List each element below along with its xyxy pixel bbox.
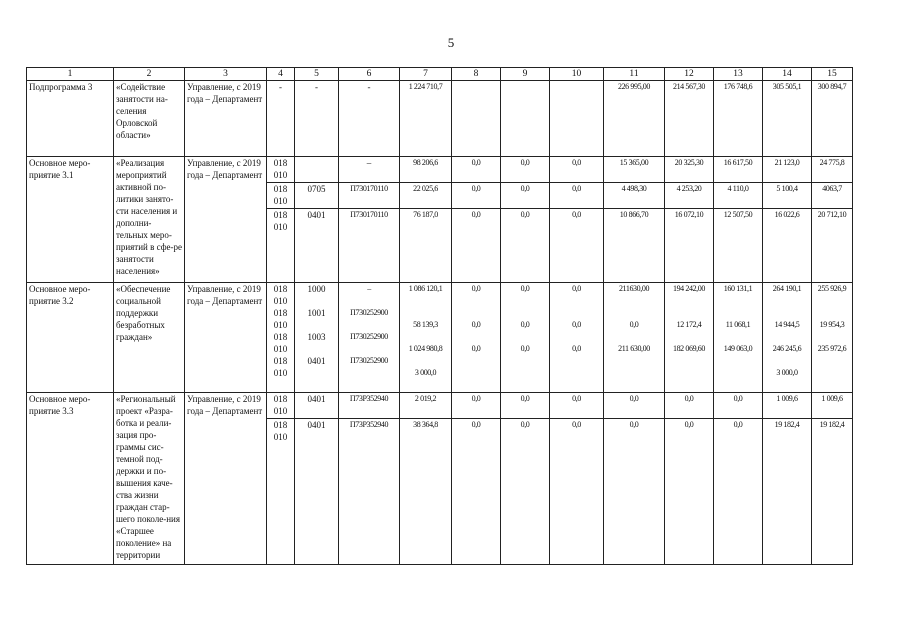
header-cell: 5 [295, 68, 339, 81]
table-cell: 0401 [295, 393, 339, 419]
cell-line: 0,0 [471, 320, 481, 329]
table-cell: 226 995,00 [604, 81, 665, 157]
table-cell: 1 009,6 [763, 393, 812, 419]
table-cell: 0,0 [550, 183, 604, 209]
row-description: «Содействие занятости на-селения Орловской области» [114, 81, 185, 157]
table-row-measure-3-2 [27, 283, 853, 393]
row-description: «Обеспечение социальной поддержки безработных граждан» [114, 283, 185, 393]
table-cell: 176 748,6 [714, 81, 763, 157]
table-cell: 38 364,8 [400, 419, 452, 565]
cell-line: П730252900 [350, 356, 388, 365]
table-cell: П730170110 [339, 209, 400, 283]
table-cell: П73Р352940 [339, 393, 400, 419]
table-cell: 0,0 [604, 419, 665, 565]
table-row-measure-3-1 [27, 157, 853, 183]
table-cell [550, 81, 604, 157]
table-cell: 0401 [295, 209, 339, 283]
table-cell [763, 283, 812, 393]
table-cell [665, 283, 714, 393]
cell-line: 1 024 980,8 [408, 344, 443, 353]
table-cell: - [295, 81, 339, 157]
table-cell [339, 283, 400, 393]
table-cell: 0,0 [665, 393, 714, 419]
cell-line: 3 000,0 [414, 368, 437, 377]
cell-line: 160 131,1 [723, 284, 753, 293]
table-cell [604, 283, 665, 393]
table-cell: 018 010 [267, 419, 295, 565]
cell-line: 12 172,4 [676, 320, 702, 329]
cell-line: 246 245,6 [772, 344, 802, 353]
table-cell: 300 894,7 [812, 81, 853, 157]
cell-line: 018 010 [273, 284, 288, 306]
header-cell: 7 [400, 68, 452, 81]
cell-line: П730252900 [350, 332, 388, 341]
cell-line: 149 063,0 [723, 344, 753, 353]
table-cell [400, 283, 452, 393]
table-cell: 22 025,6 [400, 183, 452, 209]
table-row-subprogram-3 [27, 81, 853, 157]
table-cell: 0,0 [714, 419, 763, 565]
table-cell: 0,0 [452, 183, 501, 209]
table-cell: 0,0 [452, 157, 501, 183]
header-row [27, 68, 853, 81]
table-cell [267, 283, 295, 393]
table-cell: 10 866,70 [604, 209, 665, 283]
table-cell: 018 010 [267, 157, 295, 183]
cell-line: П730252900 [350, 308, 388, 317]
table-cell [452, 81, 501, 157]
program-table [26, 67, 853, 565]
table-cell: - [267, 81, 295, 157]
cell-line: 182 069,60 [672, 344, 705, 353]
table-cell: 1 224 710,7 [400, 81, 452, 157]
table-cell: 16 072,10 [665, 209, 714, 283]
cell-line: 1003 [307, 332, 326, 342]
header-cell: 9 [501, 68, 550, 81]
table-cell: 4063,7 [812, 183, 853, 209]
cell-line: 0,0 [471, 344, 481, 353]
table-cell: - [339, 81, 400, 157]
table-cell: 76 187,0 [400, 209, 452, 283]
table-cell: 0,0 [550, 419, 604, 565]
header-cell: 1 [27, 68, 114, 81]
table-cell: 21 123,0 [763, 157, 812, 183]
table-cell [550, 283, 604, 393]
table-cell: 0,0 [714, 393, 763, 419]
table-cell: 0,0 [501, 157, 550, 183]
cell-line: 0,0 [471, 284, 481, 293]
table-row-measure-3-3 [27, 393, 853, 419]
table-cell: 0,0 [665, 419, 714, 565]
table-cell: 0,0 [452, 393, 501, 419]
cell-line: 0,0 [520, 320, 530, 329]
cell-line: 255 926,9 [817, 284, 847, 293]
cell-line: 194 242,00 [672, 284, 705, 293]
row-executor: Управление, с 2019 года – Департамент [185, 283, 267, 393]
table-cell: 24 775,8 [812, 157, 853, 183]
cell-line: 0401 [307, 356, 326, 366]
cell-line: 11 068,1 [725, 320, 751, 329]
header-cell: 6 [339, 68, 400, 81]
cell-line: 211630,00 [618, 284, 650, 293]
page-number: 5 [447, 35, 455, 50]
table-cell: – [339, 157, 400, 183]
table-cell: 16 617,50 [714, 157, 763, 183]
row-executor: Управление, с 2019 года – Департамент [185, 157, 267, 283]
table-cell: П730170110 [339, 183, 400, 209]
table-cell: 4 110,0 [714, 183, 763, 209]
table-cell: 214 567,30 [665, 81, 714, 157]
table-cell [714, 283, 763, 393]
table-cell: 2 019,2 [400, 393, 452, 419]
table-cell [452, 283, 501, 393]
table-cell: 19 182,4 [763, 419, 812, 565]
header-cell: 15 [812, 68, 853, 81]
table-cell: 4 498,30 [604, 183, 665, 209]
table-cell: 0,0 [550, 209, 604, 283]
table-cell: П73Р352940 [339, 419, 400, 565]
cell-line: 211 630,00 [618, 344, 650, 353]
cell-line: 018 010 [273, 308, 288, 330]
table-cell: 0,0 [604, 393, 665, 419]
table-cell: 0,0 [452, 209, 501, 283]
table-cell [295, 283, 339, 393]
table-cell: 0,0 [452, 419, 501, 565]
cell-line: 1001 [307, 308, 326, 318]
row-description: «Реализация мероприятий активной по-литики занято-сти населения и дополни-тельных меро-приятий в сфе-ре занятости населения» [114, 157, 185, 283]
table-cell: 20 712,10 [812, 209, 853, 283]
table-cell: 0,0 [501, 209, 550, 283]
table-cell: 0,0 [501, 393, 550, 419]
row-title: Подпрограмма 3 [27, 81, 114, 157]
table-cell: 19 182,4 [812, 419, 853, 565]
cell-line: 0,0 [629, 320, 639, 329]
cell-line: 19 954,3 [819, 320, 845, 329]
cell-line: 58 139,3 [413, 320, 438, 329]
header-cell: 14 [763, 68, 812, 81]
table-cell: 0401 [295, 419, 339, 565]
header-cell: 8 [452, 68, 501, 81]
row-title: Основное меро-приятие 3.2 [27, 283, 114, 393]
cell-line: 1 086 120,1 [408, 284, 443, 293]
table-cell: 0,0 [501, 183, 550, 209]
header-cell: 12 [665, 68, 714, 81]
cell-line: 0,0 [572, 284, 581, 293]
header-cell: 3 [185, 68, 267, 81]
row-executor: Управление, с 2019 года – Департамент [185, 393, 267, 565]
cell-line: 0,0 [520, 284, 530, 293]
header-cell: 10 [550, 68, 604, 81]
table-cell [812, 283, 853, 393]
table-cell: 0,0 [501, 419, 550, 565]
table-cell: 16 022,6 [763, 209, 812, 283]
cell-line: 1000 [307, 284, 326, 294]
cell-line: – [367, 284, 371, 293]
row-description: «Региональный проект «Разра-ботка и реали-зация про-граммы сис-темной под-держки и по-вышения каче-ства жизни граждан стар-шего поколе-ния «Старшее поколение» на территории [114, 393, 185, 565]
cell-line: 018 010 [273, 332, 288, 354]
table-cell: 4 253,20 [665, 183, 714, 209]
table-cell: 1 009,6 [812, 393, 853, 419]
row-title: Основное меро-приятие 3.1 [27, 157, 114, 283]
table-cell [295, 157, 339, 183]
cell-line: 264 190,1 [772, 284, 802, 293]
cell-line: 0,0 [572, 320, 581, 329]
cell-line: 0,0 [520, 344, 530, 353]
table-cell: 98 206,6 [400, 157, 452, 183]
cell-line: 3 000,0 [776, 368, 798, 377]
cell-line: 0,0 [572, 344, 581, 353]
table-cell: 0,0 [550, 393, 604, 419]
header-cell: 11 [604, 68, 665, 81]
table-cell: 018 010 [267, 183, 295, 209]
table-cell: 018 010 [267, 393, 295, 419]
table-cell: 12 507,50 [714, 209, 763, 283]
table-cell [501, 81, 550, 157]
table-cell: 5 100,4 [763, 183, 812, 209]
table-cell [501, 283, 550, 393]
table-cell: 0,0 [550, 157, 604, 183]
table-cell: 20 325,30 [665, 157, 714, 183]
cell-line: 235 972,6 [817, 344, 847, 353]
cell-line: 018 010 [273, 356, 288, 378]
header-cell: 4 [267, 68, 295, 81]
cell-line: 14 944,5 [774, 320, 800, 329]
table-cell: 018 010 [267, 209, 295, 283]
table-cell: 15 365,00 [604, 157, 665, 183]
header-cell: 13 [714, 68, 763, 81]
row-title: Основное меро-приятие 3.3 [27, 393, 114, 565]
header-cell: 2 [114, 68, 185, 81]
table-cell: 0705 [295, 183, 339, 209]
row-executor: Управление, с 2019 года – Департамент [185, 81, 267, 157]
table-cell: 305 505,1 [763, 81, 812, 157]
